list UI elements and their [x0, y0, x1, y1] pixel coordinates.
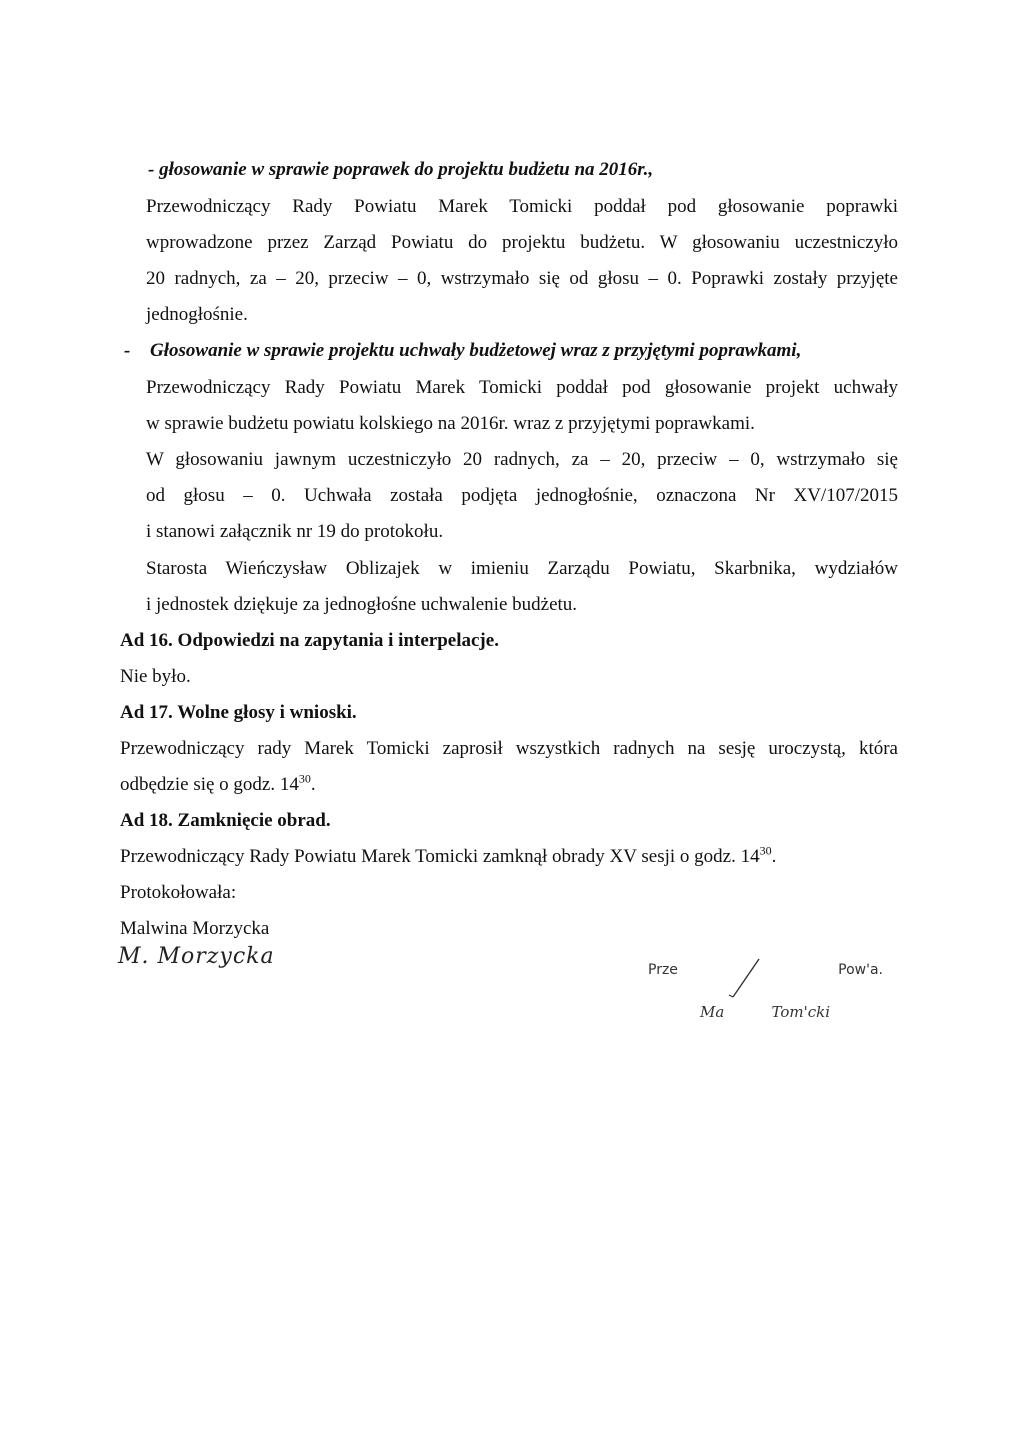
agenda-item-17-heading: Ad 17. Wolne głosy i wnioski.: [120, 702, 357, 723]
signature-stroke-icon: [725, 955, 765, 1000]
recorder-label: Protokołowała:: [120, 882, 237, 903]
stamp-fragment: Ma: [700, 1003, 725, 1021]
stamp-fragment: Prze: [648, 962, 678, 978]
section-heading-amendments-vote: - głosowanie w sprawie poprawek do projektu budżetu na 2016r.,: [148, 159, 654, 180]
paragraph-line: jednogłośnie.: [146, 304, 248, 325]
paragraph-line: W głosowaniu jawnym uczestniczyło 20 radnych, za – 20, przeciw – 0, wstrzymało się: [146, 449, 898, 470]
paragraph-line: i jednostek dziękuje za jednogłośne uchwalenie budżetu.: [146, 594, 578, 615]
paragraph-line: Przewodniczący rady Marek Tomicki zaprosił wszystkich radnych na sesję uroczystą, która: [120, 738, 898, 759]
paragraph-line: w sprawie budżetu powiatu kolskiego na 2016r. wraz z przyjętymi poprawkami.: [146, 413, 755, 434]
chairman-title-stamp: [648, 962, 883, 978]
chairman-name-stamp: [700, 1003, 830, 1021]
paragraph-line: 20 radnych, za – 20, przeciw – 0, wstrzymało się od głosu – 0. Poprawki zostały przyjęte: [146, 268, 898, 289]
paragraph-line: i stanowi załącznik nr 19 do protokołu.: [146, 521, 444, 542]
list-dash: -: [124, 340, 131, 361]
paragraph-line: Przewodniczący Rady Powiatu Marek Tomicki poddał pod głosowanie poprawki: [146, 196, 898, 217]
recorder-name: Malwina Morzycka: [120, 918, 270, 939]
paragraph-line: wprowadzone przez Zarząd Powiatu do projektu budżetu. W głosowaniu uczestniczyło: [146, 232, 898, 253]
stamp-fragment: Tom'cki: [771, 1003, 830, 1021]
section-heading-budget-vote: Głosowanie w sprawie projektu uchwały budżetowej wraz z przyjętymi poprawkami,: [150, 340, 802, 361]
paragraph-line: Nie było.: [120, 666, 191, 687]
paragraph-line: Przewodniczący Rady Powiatu Marek Tomicki poddał pod głosowanie projekt uchwały: [146, 377, 898, 398]
paragraph-line: Starosta Wieńczysław Oblizajek w imieniu Zarządu Powiatu, Skarbnika, wydziałów: [146, 558, 898, 579]
agenda-item-18-heading: Ad 18. Zamknięcie obrad.: [120, 810, 331, 831]
handwritten-signature-recorder: M. Morzycka: [118, 944, 275, 969]
agenda-item-16-heading: Ad 16. Odpowiedzi na zapytania i interpelacje.: [120, 630, 499, 651]
stamp-fragment: Pow'a.: [838, 962, 883, 978]
paragraph-line: od głosu – 0. Uchwała została podjęta jednogłośnie, oznaczona Nr XV/107/2015: [146, 485, 898, 506]
paragraph-line: odbędzie się o godz. $14^{30}$.: [120, 771, 316, 795]
paragraph-line: Przewodniczący Rady Powiatu Marek Tomicki zamknął obrady XV sesji o godz. $14^{30}$.: [120, 843, 777, 867]
